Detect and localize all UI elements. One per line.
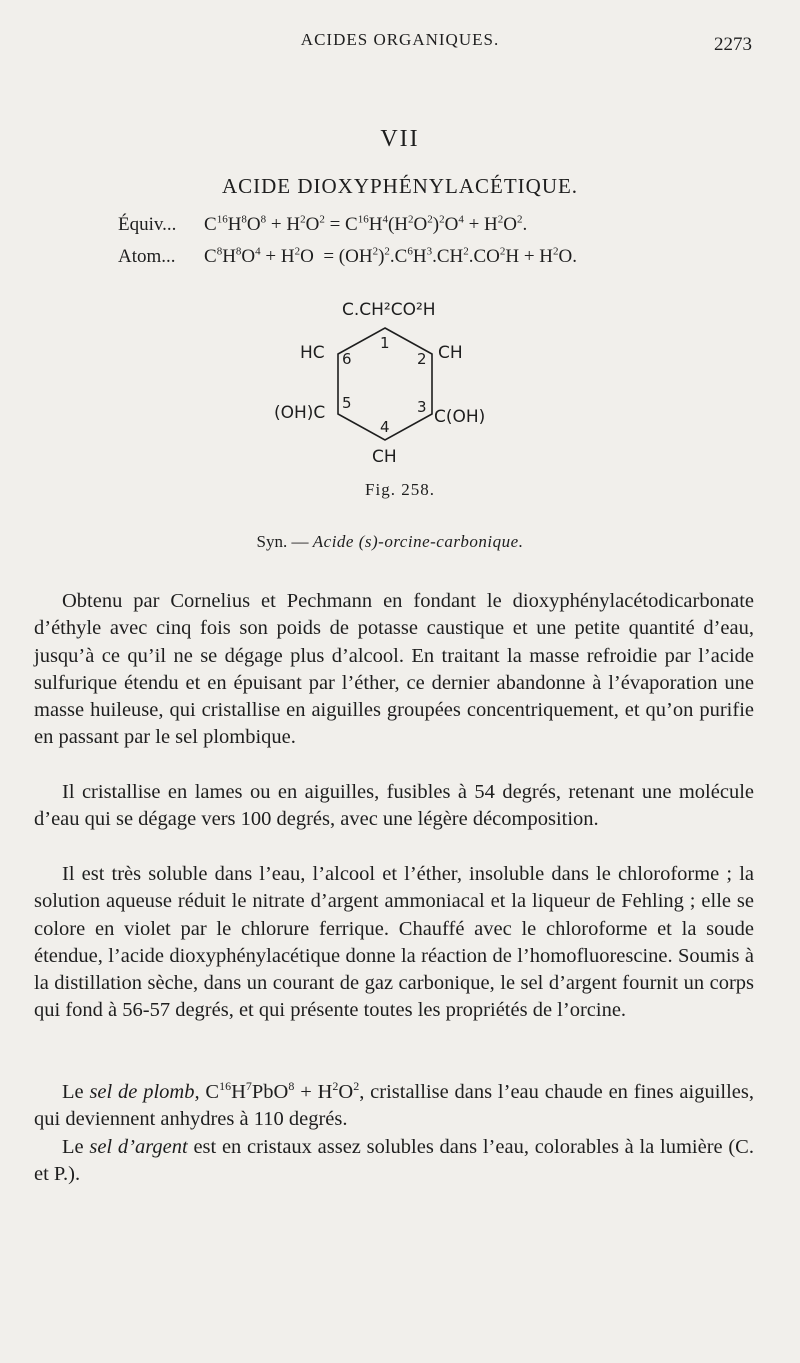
paragraph-1: Obtenu par Cornelius et Pechmann en fondant le dioxyphénylacétodicarbonate d’éthyle avec cinq fois son poids de potasse caustique et une petite quantité d’eau, jusqu’à ce qu’il ne se dégage plus d’alcool. En traitant la masse refroidie par l’acide sulfurique étendu et en épuisant par l’éther, ce dernier abandonne à l’évaporation une masse huileuse, qui cristallise en aiguilles groupées concentriquement, et qu’on purifie en passant par le sel plombique. [34, 590, 754, 749]
struct-top-group: C.CH²CO²H [342, 300, 436, 320]
struct-right-lower: C(OH) [434, 407, 486, 427]
synonym-line [0, 532, 780, 552]
position-6: 6 [342, 350, 352, 368]
paragraph-3-block [34, 861, 754, 1025]
struct-left-upper: HC [300, 343, 325, 363]
p4-italic: sel de plomb, [89, 1081, 200, 1103]
position-1: 1 [380, 334, 390, 352]
formula-atom-expression: $C^8H^8O^4 + H^2O = (OH^2)^2.C^6H^3.CH^2.CO^2H + H^2O$. [204, 246, 578, 268]
position-2: 2 [417, 350, 427, 368]
position-4: 4 [380, 418, 390, 436]
paragraph-5-block [34, 1134, 754, 1189]
struct-left-lower: (OH)C [274, 403, 326, 423]
formula-atom-label: Atom... [118, 246, 176, 268]
p5-italic: sel d’argent [89, 1136, 188, 1158]
p5-start: Le [62, 1136, 84, 1158]
formula-atom [118, 246, 577, 268]
paragraph-4-block [34, 1079, 754, 1134]
position-3: 3 [417, 398, 427, 416]
formula-equiv-label: Équiv... [118, 214, 177, 236]
struct-right-upper: CH [438, 343, 463, 363]
running-head: ACIDES ORGANIQUES. [300, 30, 500, 49]
paragraph-3: Il est très soluble dans l’eau, l’alcool et l’éther, insoluble dans le chloroforme ; la solution aqueuse réduit le nitrate d’argent ammoniacal et la liqueur de Fehling ; elle se colore en violet par le chlorure ferrique. Chauffé avec le chloroforme et la soude étendue, l’acide dioxyphénylacétique donne la réaction de l’homofluorescine. Soumis à la distillation sèche, dans un courant de gaz carbonique, le sel d’argent fournit un corps qui fond à 56-57 degrés, et qui présente toutes les propriétés de l’orcine. [34, 863, 754, 1022]
page-number: 2273 [714, 34, 752, 55]
p4-start: Le [62, 1081, 84, 1103]
figure-caption: Fig. 258. [365, 480, 435, 499]
section-title: ACIDE DIOXYPHÉNYLACÉTIQUE. [221, 174, 579, 198]
paragraph-1-block [34, 588, 754, 752]
struct-bottom-group: CH [372, 447, 397, 467]
position-5: 5 [342, 394, 352, 412]
paragraph-5 [34, 1134, 754, 1189]
synonym-label: Syn. — [256, 532, 309, 551]
benzene-ring-structure [260, 292, 540, 472]
p4-rest: cristallise dans l’eau chaude en fines aiguilles, qui deviennent anhydres à 110 degrés. [34, 1081, 755, 1131]
formula-equiv [118, 214, 527, 236]
synonym-text: Acide (s)-orcine-carbonique. [312, 532, 524, 551]
paragraph-2: Il cristallise en lames ou en aiguilles, fusibles à 54 degrés, retenant une molécule d’eau qui se dégage vers 100 degrés, avec une légère décomposition. [34, 781, 754, 831]
section-number: VII [380, 126, 420, 152]
paragraph-4: Le sel de plomb, $C^{16}H^7PbO^8 + H^2O^2$, cristallise dans l’eau chaude en fines aiguilles, qui deviennent anhydres à 110 degrés. [34, 1079, 755, 1131]
p5-rest: est en cristaux assez solubles dans l’eau, colorables à la lumière (C. et P.). [34, 1136, 754, 1186]
formula-equiv-expression: $C^{16}H^8O^8 + H^2O^2 = C^{16}H^4(H^2O^2)^2O^4 + H^2O^2$. [204, 214, 528, 236]
paragraph-2-block [34, 779, 754, 834]
